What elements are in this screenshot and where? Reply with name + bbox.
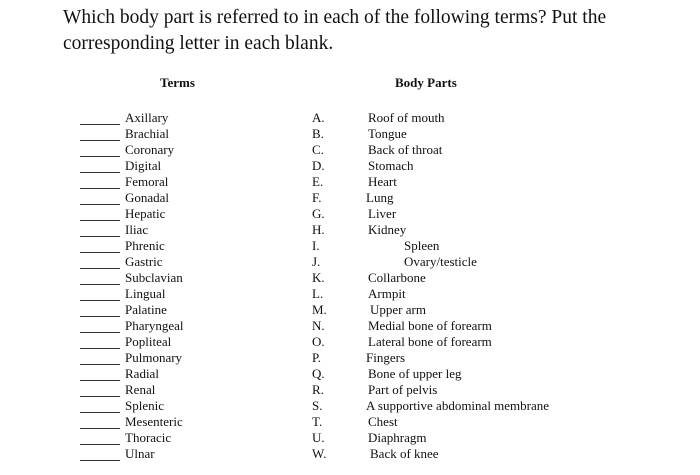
body-part-label: Back of throat xyxy=(368,142,443,157)
body-part-label: Diaphragm xyxy=(368,430,427,445)
match-row xyxy=(0,366,700,382)
body-part-label: Fingers xyxy=(366,350,405,365)
question-line-1: Which body part is referred to in each of the following terms? Put the xyxy=(63,7,607,28)
option-letter: H. xyxy=(312,222,325,237)
answer-blank[interactable] xyxy=(80,188,120,189)
body-part-label: Part of pelvis xyxy=(368,382,438,397)
match-row xyxy=(0,414,700,430)
match-row xyxy=(0,446,700,462)
option-letter: W. xyxy=(312,446,327,461)
body-parts-header: Body Parts xyxy=(395,75,457,90)
match-row xyxy=(0,286,700,302)
match-row xyxy=(0,350,700,366)
match-row xyxy=(0,158,700,174)
option-letter: D. xyxy=(312,158,325,173)
answer-blank[interactable] xyxy=(80,460,120,461)
match-row xyxy=(0,398,700,414)
answer-blank[interactable] xyxy=(80,348,120,349)
body-part-label: Ovary/testicle xyxy=(404,254,477,269)
term-label: Mesenteric xyxy=(125,414,183,429)
option-letter: J. xyxy=(312,254,321,269)
question-text xyxy=(63,5,693,57)
option-letter: U. xyxy=(312,430,325,445)
match-row xyxy=(0,126,700,142)
option-letter: M. xyxy=(312,302,327,317)
term-label: Lingual xyxy=(125,286,166,301)
match-row xyxy=(0,382,700,398)
body-part-label: Back of knee xyxy=(370,446,439,461)
term-label: Femoral xyxy=(125,174,169,189)
option-letter: O. xyxy=(312,334,325,349)
answer-blank[interactable] xyxy=(80,204,120,205)
option-letter: T. xyxy=(312,414,323,429)
term-label: Thoracic xyxy=(125,430,172,445)
option-letter: L. xyxy=(312,286,324,301)
answer-blank[interactable] xyxy=(80,300,120,301)
term-label: Pulmonary xyxy=(125,350,183,365)
option-letter: R. xyxy=(312,382,324,397)
body-part-label: Kidney xyxy=(368,222,407,237)
term-label: Brachial xyxy=(125,126,170,141)
match-row xyxy=(0,238,700,254)
term-label: Digital xyxy=(125,158,162,173)
option-letter: A. xyxy=(312,110,325,125)
option-letter: P. xyxy=(312,350,322,365)
option-letter: C. xyxy=(312,142,324,157)
answer-blank[interactable] xyxy=(80,236,120,237)
answer-blank[interactable] xyxy=(80,428,120,429)
answer-blank[interactable] xyxy=(80,316,120,317)
term-label: Palatine xyxy=(125,302,167,317)
body-part-label: Chest xyxy=(368,414,398,429)
body-part-label: A supportive abdominal membrane xyxy=(366,398,550,413)
body-part-label: Liver xyxy=(368,206,397,221)
term-label: Popliteal xyxy=(125,334,172,349)
option-letter: B. xyxy=(312,126,324,141)
term-label: Ulnar xyxy=(125,446,155,461)
answer-blank[interactable] xyxy=(80,284,120,285)
match-row xyxy=(0,174,700,190)
answer-blank[interactable] xyxy=(80,252,120,253)
body-part-label: Medial bone of forearm xyxy=(368,318,492,333)
terms-header: Terms xyxy=(160,75,195,90)
body-part-label: Roof of mouth xyxy=(368,110,445,125)
question-line-2: corresponding letter in each blank. xyxy=(63,33,334,54)
option-letter: E. xyxy=(312,174,324,189)
term-label: Coronary xyxy=(125,142,175,157)
match-row xyxy=(0,142,700,158)
answer-blank[interactable] xyxy=(80,220,120,221)
answer-blank[interactable] xyxy=(80,332,120,333)
term-label: Axillary xyxy=(125,110,169,125)
answer-blank[interactable] xyxy=(80,268,120,269)
body-part-label: Heart xyxy=(368,174,397,189)
term-label: Gonadal xyxy=(125,190,170,205)
body-part-label: Collarbone xyxy=(368,270,426,285)
match-row xyxy=(0,222,700,238)
term-label: Radial xyxy=(125,366,159,381)
term-label: Splenic xyxy=(125,398,164,413)
option-letter: N. xyxy=(312,318,325,333)
option-letter: K. xyxy=(312,270,325,285)
body-part-label: Armpit xyxy=(368,286,406,301)
match-row xyxy=(0,318,700,334)
match-row xyxy=(0,254,700,270)
body-part-label: Bone of upper leg xyxy=(368,366,462,381)
answer-blank[interactable] xyxy=(80,140,120,141)
body-part-label: Tongue xyxy=(368,126,407,141)
term-label: Pharyngeal xyxy=(125,318,184,333)
match-row xyxy=(0,270,700,286)
match-row xyxy=(0,190,700,206)
match-row xyxy=(0,430,700,446)
answer-blank[interactable] xyxy=(80,156,120,157)
option-letter: S. xyxy=(312,398,323,413)
match-row xyxy=(0,110,700,126)
answer-blank[interactable] xyxy=(80,172,120,173)
body-part-label: Stomach xyxy=(368,158,414,173)
term-label: Subclavian xyxy=(125,270,183,285)
match-row xyxy=(0,206,700,222)
term-label: Hepatic xyxy=(125,206,166,221)
body-part-label: Upper arm xyxy=(370,302,426,317)
term-label: Phrenic xyxy=(125,238,165,253)
term-label: Renal xyxy=(125,382,156,397)
body-part-label: Lateral bone of forearm xyxy=(368,334,492,349)
option-letter: G. xyxy=(312,206,325,221)
answer-blank[interactable] xyxy=(80,364,120,365)
term-label: Iliac xyxy=(125,222,149,237)
answer-blank[interactable] xyxy=(80,380,120,381)
term-label: Gastric xyxy=(125,254,163,269)
body-part-label: Lung xyxy=(366,190,394,205)
match-row xyxy=(0,334,700,350)
match-row xyxy=(0,302,700,318)
option-letter: Q. xyxy=(312,366,325,381)
answer-blank[interactable] xyxy=(80,124,120,125)
option-letter: F. xyxy=(312,190,322,205)
body-part-label: Spleen xyxy=(404,238,440,253)
option-letter: I. xyxy=(312,238,320,253)
answer-blank[interactable] xyxy=(80,412,120,413)
answer-blank[interactable] xyxy=(80,444,120,445)
answer-blank[interactable] xyxy=(80,396,120,397)
